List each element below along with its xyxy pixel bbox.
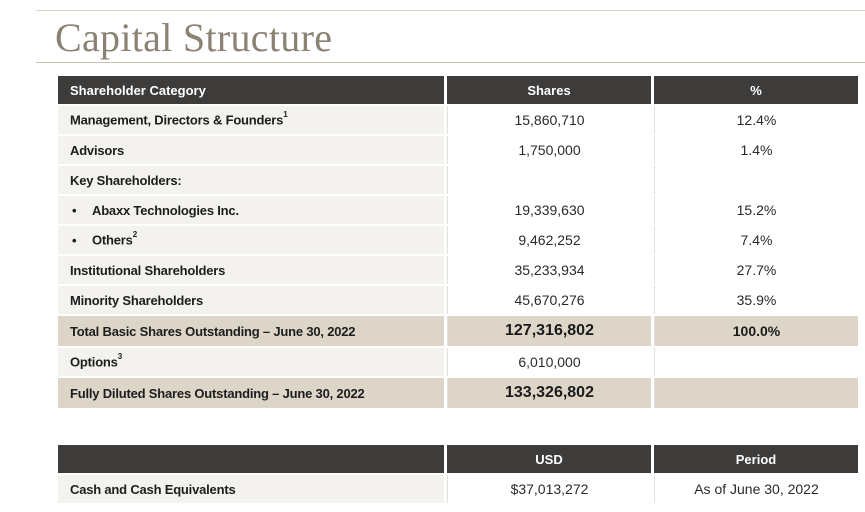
category-label: Management, Directors & Founders [70, 112, 284, 128]
options-row [58, 348, 858, 376]
header-usd: USD [447, 445, 651, 473]
header-blank [58, 445, 444, 473]
shares-cell: 1,750,000 [447, 136, 651, 164]
shares-cell: 127,316,802 [447, 316, 651, 346]
title-rule [36, 62, 865, 63]
category-cell: Cash and Cash Equivalents [58, 475, 444, 503]
table-row [58, 136, 858, 164]
shares-cell: 133,326,802 [447, 378, 651, 408]
capital-structure-table [55, 74, 861, 410]
category-cell: Key Shareholders: [58, 166, 444, 194]
shares-cell: 15,860,710 [447, 106, 651, 134]
header-row [58, 76, 858, 104]
percent-cell [654, 348, 858, 376]
footnote-marker: 2 [132, 230, 137, 240]
table-row [58, 166, 858, 194]
category-cell: Minority Shareholders [58, 286, 444, 314]
percent-cell: 15.2% [654, 196, 858, 224]
percent-cell: 27.7% [654, 256, 858, 284]
bullet-icon: • [72, 202, 77, 218]
top-rule [36, 10, 865, 11]
category-label: Options [70, 354, 118, 370]
category-cell: Fully Diluted Shares Outstanding – June 30, 2022 [58, 378, 444, 408]
category-label: Others [92, 232, 133, 248]
shares-cell: 35,233,934 [447, 256, 651, 284]
category-cell: Total Basic Shares Outstanding – June 30, 2022 [58, 316, 444, 346]
category-cell: Institutional Shareholders [58, 256, 444, 284]
percent-cell: 12.4% [654, 106, 858, 134]
table-row [58, 475, 858, 503]
bullet-icon: • [72, 232, 77, 248]
table-row [58, 256, 858, 284]
shares-cell: 19,339,630 [447, 196, 651, 224]
percent-cell [654, 166, 858, 194]
footnote-marker: 1 [283, 110, 288, 120]
fully-diluted-row [58, 378, 858, 408]
category-label: Abaxx Technologies Inc. [92, 202, 239, 218]
percent-cell: 1.4% [654, 136, 858, 164]
total-basic-row [58, 316, 858, 346]
period-cell: As of June 30, 2022 [654, 475, 858, 503]
footnote-marker: 3 [117, 352, 122, 362]
percent-cell: 7.4% [654, 226, 858, 254]
usd-cell: $37,013,272 [447, 475, 651, 503]
percent-cell [654, 378, 858, 408]
header-shareholder-category: Shareholder Category [58, 76, 444, 104]
category-cell [58, 106, 444, 134]
category-cell: Advisors [58, 136, 444, 164]
shares-cell [447, 166, 651, 194]
table-row [58, 196, 858, 224]
header-row [58, 445, 858, 473]
cash-table [55, 443, 861, 505]
percent-cell: 35.9% [654, 286, 858, 314]
category-cell [58, 196, 444, 224]
header-percent: % [654, 76, 858, 104]
category-cell [58, 226, 444, 254]
category-cell [58, 348, 444, 376]
header-period: Period [654, 445, 858, 473]
page-title: Capital Structure [55, 15, 333, 60]
shares-cell: 45,670,276 [447, 286, 651, 314]
table-row [58, 226, 858, 254]
header-shares: Shares [447, 76, 651, 104]
table-row [58, 106, 858, 134]
shares-cell: 9,462,252 [447, 226, 651, 254]
shares-cell: 6,010,000 [447, 348, 651, 376]
table-row [58, 286, 858, 314]
percent-cell: 100.0% [654, 316, 858, 346]
